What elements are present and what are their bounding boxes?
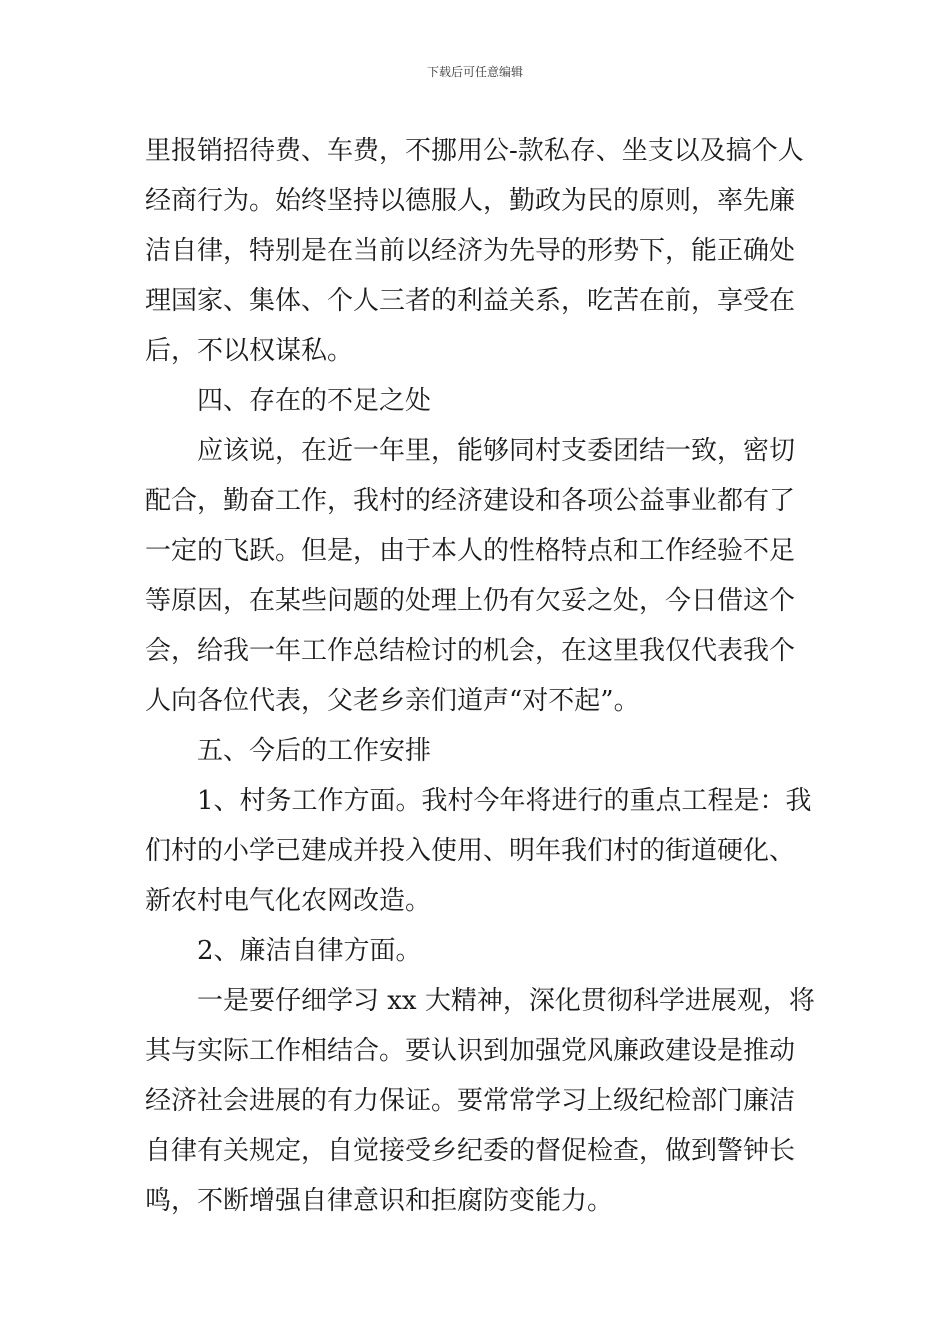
section-heading: 五、今后的工作安排 bbox=[197, 736, 432, 766]
text-line: 理国家、集体、个人三者的利益关系，吃苦在前，享受在 bbox=[145, 286, 796, 316]
paragraph-start: 应该说，在近一年里，能够同村支委团结一致，密切 bbox=[197, 436, 796, 466]
subsection-heading: 2、廉洁自律方面。 bbox=[197, 936, 422, 966]
text-line: 鸣，不断增强自律意识和拒腐防变能力。 bbox=[145, 1186, 614, 1216]
text-line: 后，不以权谋私。 bbox=[145, 336, 354, 366]
text-line: 等原因，在某些问题的处理上仍有欠妥之处，今日借这个 bbox=[145, 586, 796, 616]
text-line: 经济社会进展的有力保证。要常常学习上级纪检部门廉洁 bbox=[145, 1086, 796, 1116]
text-line: 洁自律，特别是在当前以经济为先导的形势下，能正确处 bbox=[145, 236, 796, 266]
text-line: 自律有关规定，自觉接受乡纪委的督促检查，做到警钟长 bbox=[145, 1136, 796, 1166]
paragraph-start: 一是要仔细学习 xx 大精神，深化贯彻科学进展观，将 bbox=[197, 986, 815, 1016]
text-line: 经商行为。始终坚持以德服人，勤政为民的原则，率先廉 bbox=[145, 186, 796, 216]
paragraph-start: 1、村务工作方面。我村今年将进行的重点工程是：我 bbox=[197, 786, 812, 816]
document-body bbox=[145, 126, 815, 1226]
text-line: 新农村电气化农网改造。 bbox=[145, 886, 432, 916]
section-heading: 四、存在的不足之处 bbox=[197, 386, 432, 416]
page-header: 下载后可任意编辑 bbox=[426, 65, 523, 79]
text-line: 人向各位代表，父老乡亲们道声“对不起”。 bbox=[145, 686, 640, 716]
text-line: 配合，勤奋工作，我村的经济建设和各项公益事业都有了 bbox=[145, 486, 796, 516]
text-line: 里报销招待费、车费，不挪用公-款私存、坐支以及搞个人 bbox=[145, 136, 804, 166]
text-line: 其与实际工作相结合。要认识到加强党风廉政建设是推动 bbox=[145, 1036, 796, 1066]
text-line: 们村的小学已建成并投入使用、明年我们村的街道硬化、 bbox=[145, 836, 796, 866]
text-line: 会，给我一年工作总结检讨的机会，在这里我仅代表我个 bbox=[145, 636, 796, 666]
text-line: 一定的飞跃。但是，由于本人的性格特点和工作经验不足 bbox=[145, 536, 796, 566]
